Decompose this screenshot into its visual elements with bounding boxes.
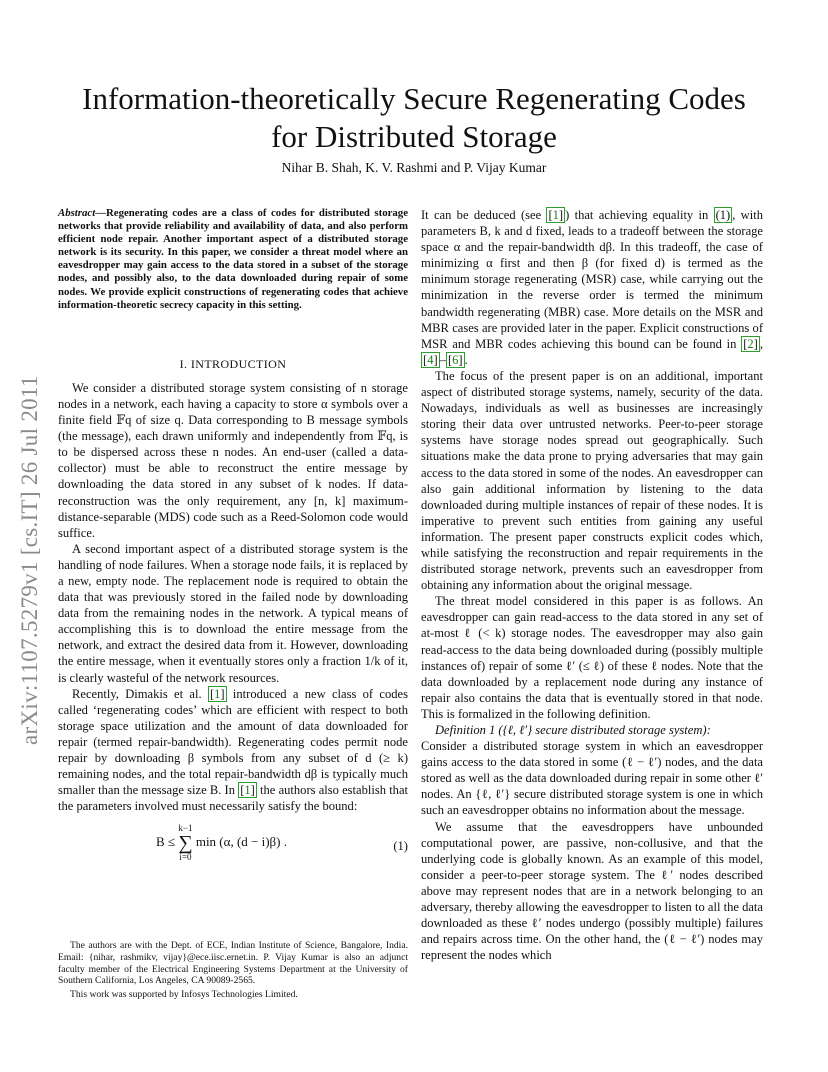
citation-link[interactable]: [ 6 ] [446, 352, 465, 368]
para3-text-c: the authors also establish that the parameters involved must necessarily satisfy the bound: [58, 783, 409, 814]
footnotes [58, 940, 408, 1003]
definition-1 [421, 722, 763, 738]
citation-link[interactable]: [ 4 ] [421, 352, 440, 368]
r1-text-b: ) that achieving equality in [565, 208, 709, 222]
equation-1 [58, 824, 408, 868]
abstract-lead: Abstract [58, 207, 96, 219]
arxiv-stamp [4, 290, 48, 750]
right-paragraph-3: The threat model considered in this paper is as follows. An eavesdropper can gain read-access to the data stored in any set of at-most ℓ (< k) storage nodes. The eavesdropper may also gain read-access to the data being downloaded during (possibly multiple instances of) repair of some ℓ′ (≤ ℓ) of these ℓ nodes. Note that the data downloaded by a replacement node during any instance of repair also contains the data that is eventually stored in that node. This is formalized in the following definition. [421, 594, 763, 721]
definition-heading: Definition 1 ({ℓ, ℓ′} secure distributed storage system): [435, 723, 711, 737]
right-column [421, 207, 763, 963]
equation-ref-link[interactable]: (1) [715, 208, 731, 222]
footnote-funding: This work was supported by Infosys Technologies Limited. [70, 989, 298, 1001]
r1-text-a: It can be deduced (see [421, 208, 542, 222]
intro-paragraph-1: We consider a distributed storage system consisting of n storage nodes in a network, each having a capacity to store α symbols over a finite field 𝔽q of size q. Data corresponding to B message symbols (the message), each drawn uniformly and independently from 𝔽q, is to be dispersed across these n nodes. An end-user (called a data-collector) must be able to reconstruct the entire message by downloading the data stored in any subset of k nodes. If data-reconstruction was the only requirement, any [n, k] maximum-distance-separable (MDS) code such as a Reed-Solomon code would suffice. [58, 380, 408, 540]
para3-text-b: introduced a new class of codes called ‘regenerating codes’ which are efficient with respect to both storage space utilization and the amount of data downloaded for repair (termed repair-bandwidth). Regenerating codes permit node repair by downloading β symbols from any subset of d (≥ k) remaining nodes, and the total repair-bandwidth dβ is typically much smaller than the message size B. In [58, 686, 408, 798]
section-title: INTRODUCTION [190, 356, 287, 371]
citation-link[interactable]: [ 1 ] [546, 207, 565, 223]
sum-upper-limit: k−1 [178, 823, 193, 834]
right-paragraph-4: We assume that the eavesdroppers have unbounded computational power, are passive, non-collusive, and that the underlying code is globally known. As an example of this model, consider a peer-to-peer storage system. The ℓ′ nodes described above may represent nodes that are in a network belonging to an adversary, thereby allowing the eavesdropper to listen to all the data downloaded as these ℓ′ nodes undergo (possibly multiple) failures and repairs across time. On the other hand, the (ℓ − ℓ′) nodes may represent the nodes which [421, 819, 763, 963]
section-heading [58, 356, 408, 372]
footnote-affiliation: The authors are with the Dept. of ECE, Indian Institute of Science, Bangalore, India. Email: {nihar, rashmikv, vijay}@ece.iisc.ernet.in. P. Vijay Kumar is also an adjunct faculty member of the Electrical Engineering Systems Department at the University of Southern California, Los Angeles, CA 90089-2565. [58, 940, 408, 987]
right-paragraph-1 [421, 207, 763, 368]
definition-body: Consider a distributed storage system in which an eavesdropper gains access to the data stored in some (ℓ − ℓ′) nodes, and the data stored as well as the data downloaded during repair in some other ℓ′ nodes. An {ℓ, ℓ′} secure distributed storage system is one in which such an eavesdropper obtains no information about the message. [421, 739, 763, 818]
equation-lhs: B ≤ [156, 834, 176, 850]
r1-text-d: , [759, 336, 763, 351]
citation-link[interactable]: [ 1 ] [208, 686, 227, 702]
arxiv-stamp-text: arXiv:1107.5279v1 [cs.IT] 26 Jul 2011 [17, 375, 42, 745]
author-list: Nihar B. Shah, K. V. Rashmi and P. Vijay Kumar [281, 160, 547, 175]
equation-number: (1) [393, 839, 408, 854]
sum-operator [178, 824, 192, 862]
intro-paragraph-3 [58, 686, 408, 815]
r1-text-c: , with parameters B, k and d fixed, leads to a tradeoff between the storage space α and the repair-bandwidth dβ. In this tradeoff, the case of minimizing α first and then β (for fixed d) is termed as the minimum storage regenerating (MSR) case, while carrying out the minimization in the reverse order is termed the minimum bandwidth regenerating (MBR) case. More details on the MSR and MBR cases are provided later in the paper. Explicit constructions of MSR and MBR codes achieving this bound can be found in [421, 208, 763, 351]
r1-text-f: . [464, 352, 468, 367]
para3-text-a: Recently, Dimakis et al. [72, 686, 202, 701]
section-number: I. [179, 356, 188, 371]
equation-body: min (α, (d − i)β) . [195, 834, 287, 850]
sigma-icon: ∑ [178, 832, 193, 855]
abstract-text: —Regenerating codes are a class of codes for distributed storage networks that provide reliability and availability of data, and also perform efficient node repair. Another important aspect of a distributed storage network is its security. In this paper, we consider a threat model where an eavesdropper may gain access to the data stored in a subset of the storage nodes, and possibly also, to the data downloaded during repair of some nodes. We provide explicit constructions of regenerating codes that achieve information-theoretic secrecy capacity in this setting. [58, 207, 408, 311]
paper-title: Information-theoretically Secure Regenerating Codes for Distributed Storage [82, 81, 746, 154]
right-paragraph-2: The focus of the present paper is on an additional, important aspect of distributed storage systems, namely, security of the data. Nowadays, individuals as well as businesses are increasingly storing their data over untrusted networks. Peer-to-peer storage systems have storage nodes spread out geographically. Such situations make the data prone to prying adversaries that may gain access to the data stored in some of the nodes. An eavesdropper can also gain additional information by listening to the data downloaded during multiple instances of repair of these nodes. It is imperative to prevent such entities from gaining any useful information. The present paper constructs explicit codes which, while satisfying the reconstruction and repair requirements in the distributed storage network, prevents such an eavesdropper from obtaining any information about the original message. [421, 368, 763, 593]
citation-link[interactable]: [ 2 ] [741, 336, 760, 352]
sum-lower-limit: i=0 [179, 852, 192, 863]
equation-formula [156, 824, 287, 862]
citation-link[interactable]: [ 1 ] [238, 782, 257, 798]
r1-text-e: – [439, 352, 446, 367]
left-column [58, 207, 408, 882]
abstract [58, 207, 408, 312]
intro-paragraph-2: A second important aspect of a distributed storage system is the handling of node failures. When a storage node fails, it is replaced by a new, empty node. The replacement node is required to obtain the data that was previously stored in the failed node by downloading data from the remaining nodes in the network. A typical means of accomplishing this is to download the entire message from the network, and extract the desired data from it. However, downloading the entire message, when it eventually stores only a fraction 1/k of it, is clearly wasteful of the network resources. [58, 541, 408, 685]
